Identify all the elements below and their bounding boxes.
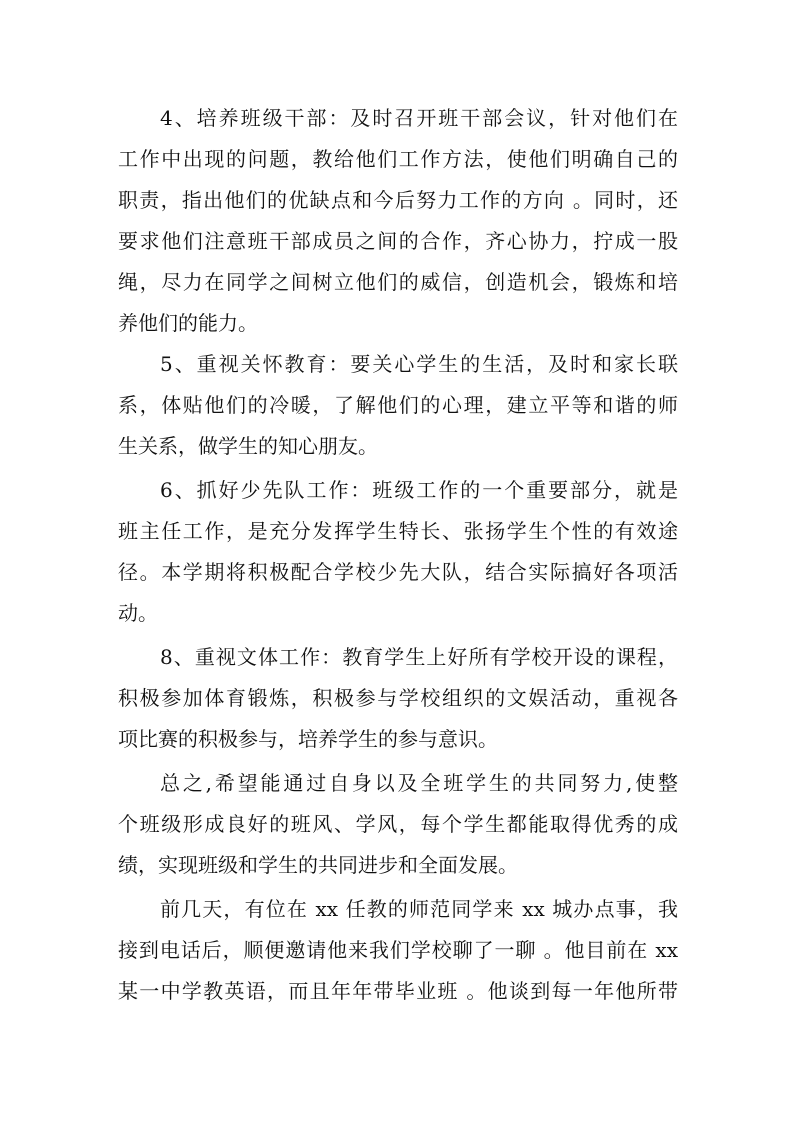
story-line-2: 接到电话后，顺便邀请他来我们学校聊了一聊 。他目前在 xx xyxy=(118,938,678,962)
paragraph-6-line-2: 班主任工作，是充分发挥学生特长、张扬学生个性的有效途 xyxy=(118,519,678,543)
summary-line-2: 个班级形成良好的班风、学风，每个学生都能取得优秀的成 xyxy=(118,812,678,836)
paragraph-4-line-4: 要求他们注意班干部成员之间的合作，齐心协力，拧成一股 xyxy=(118,229,678,253)
story-line-3: 某一中学教英语，而且年年带毕业班 。他谈到每一年他所带 xyxy=(118,979,678,1003)
paragraph-4-line-2: 工作中出现的问题，教给他们工作方法，使他们明确自己的 xyxy=(118,147,678,171)
paragraph-6-line-4: 动。 xyxy=(118,601,158,625)
paragraph-4-line-3: 职责，指出他们的优缺点和今后努力工作的方向 。同时，还 xyxy=(118,188,678,212)
paragraph-5-line-1: 5、重视关怀教育：要关心学生的生活，及时和家长联 xyxy=(160,352,678,376)
paragraph-8-line-2: 积极参加体育锻炼，积极参与学校组织的文娱活动，重视各 xyxy=(118,686,678,710)
paragraph-5-line-3: 生关系，做学生的知心朋友。 xyxy=(118,434,378,458)
paragraph-5-line-2: 系，体贴他们的冷暖，了解他们的心理，建立平等和谐的师 xyxy=(118,393,678,417)
paragraph-4-line-6: 养他们的能力。 xyxy=(118,311,258,335)
paragraph-4-line-1: 4、培养班级干部：及时召开班干部会议，针对他们在 xyxy=(160,106,678,130)
summary-line-1: 总之,希望能通过自身以及全班学生的共同努力,使整 xyxy=(160,771,678,795)
paragraph-6-line-1: 6、抓好少先队工作：班级工作的一个重要部分，就是 xyxy=(160,478,678,502)
paragraph-8-line-3: 项比赛的积极参与，培养学生的参与意识。 xyxy=(118,727,498,751)
paragraph-8-line-1: 8、重视文体工作：教育学生上好所有学校开设的课程， xyxy=(160,645,678,669)
paragraph-6-line-3: 径。本学期将积极配合学校少先大队，结合实际搞好各项活 xyxy=(118,560,678,584)
summary-line-3: 绩，实现班级和学生的共同进步和全面发展。 xyxy=(118,853,518,877)
story-line-1: 前几天，有位在 xx 任教的师范同学来 xx 城办点事，我 xyxy=(160,897,678,921)
paragraph-4-line-5: 绳，尽力在同学之间树立他们的威信，创造机会，锻炼和培 xyxy=(118,270,678,294)
